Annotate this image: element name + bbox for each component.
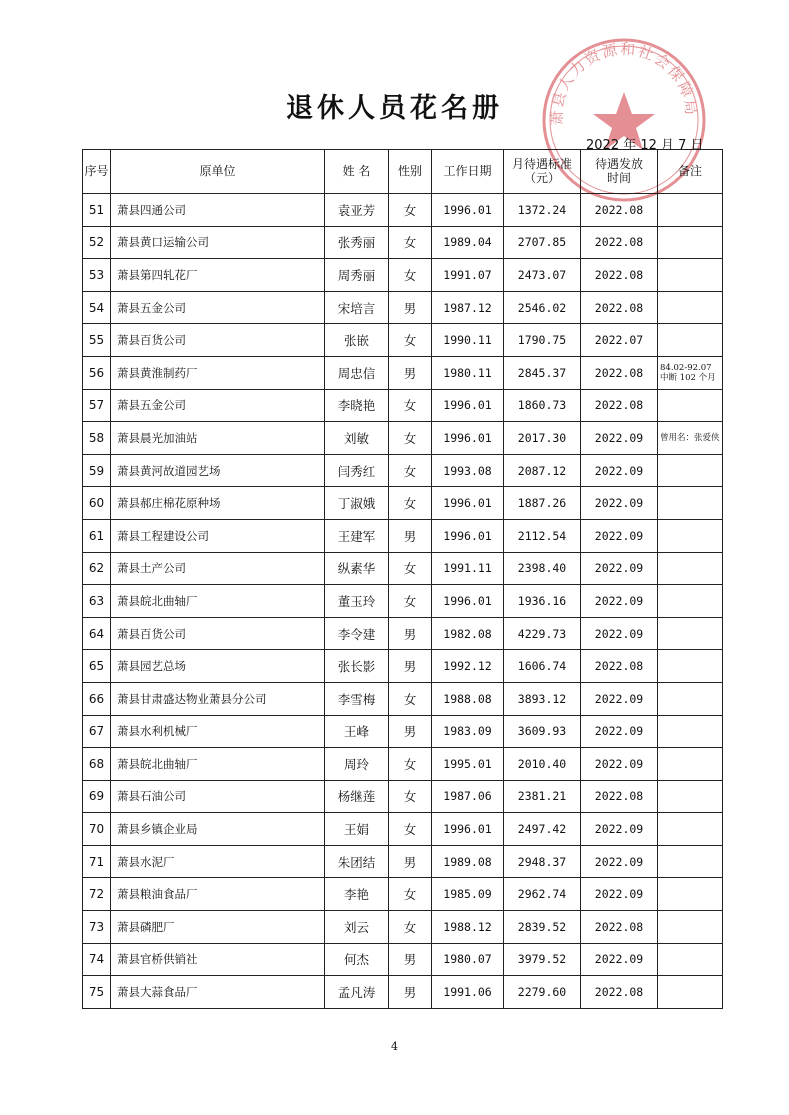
cell-pension: 3609.93 — [504, 715, 581, 748]
cell-pension: 2010.40 — [504, 748, 581, 781]
cell-gender: 男 — [389, 650, 432, 683]
cell-note — [658, 389, 723, 422]
cell-work-date: 1996.01 — [432, 422, 504, 455]
cell-no: 58 — [83, 422, 111, 455]
table-row — [83, 487, 723, 520]
svg-text:萧县人力资源和社会保障局: 萧县人力资源和社会保障局 — [547, 39, 701, 126]
cell-pension: 2948.37 — [504, 845, 581, 878]
cell-name: 周秀丽 — [325, 259, 389, 292]
cell-unit: 萧县黄淮制药厂 — [111, 356, 325, 389]
cell-unit: 萧县土产公司 — [111, 552, 325, 585]
cell-gender: 女 — [389, 878, 432, 911]
cell-note — [658, 845, 723, 878]
cell-gender: 女 — [389, 422, 432, 455]
header-no: 序号 — [83, 150, 111, 194]
cell-pension: 2279.60 — [504, 976, 581, 1009]
cell-unit: 萧县皖北曲轴厂 — [111, 585, 325, 618]
cell-name: 李晓艳 — [325, 389, 389, 422]
cell-name: 丁淑娥 — [325, 487, 389, 520]
cell-pay-time: 2022.09 — [581, 585, 658, 618]
cell-work-date: 1996.01 — [432, 585, 504, 618]
cell-note — [658, 813, 723, 846]
cell-pay-time: 2022.08 — [581, 356, 658, 389]
cell-pay-time: 2022.09 — [581, 552, 658, 585]
cell-no: 68 — [83, 748, 111, 781]
header-gender: 性别 — [389, 150, 432, 194]
cell-pension: 1887.26 — [504, 487, 581, 520]
cell-gender: 女 — [389, 389, 432, 422]
cell-pension: 3979.52 — [504, 943, 581, 976]
cell-no: 74 — [83, 943, 111, 976]
cell-pay-time: 2022.09 — [581, 454, 658, 487]
cell-unit: 萧县晨光加油站 — [111, 422, 325, 455]
cell-no: 60 — [83, 487, 111, 520]
cell-work-date: 1996.01 — [432, 194, 504, 227]
cell-gender: 女 — [389, 682, 432, 715]
cell-pension: 1860.73 — [504, 389, 581, 422]
cell-unit: 萧县工程建设公司 — [111, 519, 325, 552]
cell-name: 张长影 — [325, 650, 389, 683]
cell-name: 孟凡涛 — [325, 976, 389, 1009]
cell-gender: 男 — [389, 943, 432, 976]
cell-pension: 2473.07 — [504, 259, 581, 292]
cell-pension: 3893.12 — [504, 682, 581, 715]
cell-pay-time: 2022.08 — [581, 291, 658, 324]
page-number: 4 — [391, 1040, 398, 1053]
cell-pay-time: 2022.08 — [581, 259, 658, 292]
cell-work-date: 1996.01 — [432, 813, 504, 846]
cell-pension: 2398.40 — [504, 552, 581, 585]
cell-gender: 男 — [389, 845, 432, 878]
cell-note — [658, 519, 723, 552]
cell-no: 65 — [83, 650, 111, 683]
cell-work-date: 1982.08 — [432, 617, 504, 650]
cell-gender: 女 — [389, 226, 432, 259]
cell-no: 67 — [83, 715, 111, 748]
cell-no: 69 — [83, 780, 111, 813]
cell-pay-time: 2022.07 — [581, 324, 658, 357]
table-row — [83, 291, 723, 324]
table-row — [83, 813, 723, 846]
cell-no: 62 — [83, 552, 111, 585]
cell-note — [658, 780, 723, 813]
cell-no: 54 — [83, 291, 111, 324]
cell-no: 61 — [83, 519, 111, 552]
cell-name: 王峰 — [325, 715, 389, 748]
cell-gender: 女 — [389, 585, 432, 618]
cell-no: 64 — [83, 617, 111, 650]
cell-no: 56 — [83, 356, 111, 389]
cell-name: 张秀丽 — [325, 226, 389, 259]
table-row — [83, 324, 723, 357]
cell-work-date: 1983.09 — [432, 715, 504, 748]
cell-pay-time: 2022.09 — [581, 682, 658, 715]
cell-name: 杨继莲 — [325, 780, 389, 813]
cell-unit: 萧县皖北曲轴厂 — [111, 748, 325, 781]
cell-gender: 女 — [389, 487, 432, 520]
cell-name: 李雪梅 — [325, 682, 389, 715]
cell-name: 李艳 — [325, 878, 389, 911]
header-unit: 原单位 — [111, 150, 325, 194]
cell-note: 曾用名：张爱侠 — [658, 422, 723, 455]
cell-pay-time: 2022.08 — [581, 194, 658, 227]
cell-gender: 男 — [389, 715, 432, 748]
cell-pension: 2707.85 — [504, 226, 581, 259]
cell-unit: 萧县百货公司 — [111, 324, 325, 357]
cell-pay-time: 2022.09 — [581, 519, 658, 552]
cell-gender: 男 — [389, 519, 432, 552]
cell-note — [658, 552, 723, 585]
cell-no: 55 — [83, 324, 111, 357]
cell-note — [658, 943, 723, 976]
table-row — [83, 943, 723, 976]
cell-pension: 1936.16 — [504, 585, 581, 618]
header-row — [83, 150, 723, 194]
cell-unit: 萧县百货公司 — [111, 617, 325, 650]
cell-work-date: 1991.06 — [432, 976, 504, 1009]
cell-work-date: 1987.06 — [432, 780, 504, 813]
cell-note — [658, 976, 723, 1009]
cell-pay-time: 2022.09 — [581, 715, 658, 748]
table-row — [83, 552, 723, 585]
cell-work-date: 1987.12 — [432, 291, 504, 324]
cell-work-date: 1993.08 — [432, 454, 504, 487]
table-row — [83, 226, 723, 259]
cell-work-date: 1989.04 — [432, 226, 504, 259]
cell-gender: 女 — [389, 259, 432, 292]
cell-pension: 1606.74 — [504, 650, 581, 683]
table-row — [83, 617, 723, 650]
cell-unit: 萧县大蒜食品厂 — [111, 976, 325, 1009]
cell-unit: 萧县郝庄棉花原种场 — [111, 487, 325, 520]
cell-unit: 萧县园艺总场 — [111, 650, 325, 683]
cell-note — [658, 324, 723, 357]
cell-pension: 2087.12 — [504, 454, 581, 487]
cell-note — [658, 715, 723, 748]
cell-note: 84.02-92.07 中断 102 个月 — [658, 356, 723, 389]
cell-name: 何杰 — [325, 943, 389, 976]
retiree-roster-table — [82, 149, 723, 1009]
cell-gender: 女 — [389, 552, 432, 585]
table-row — [83, 878, 723, 911]
header-name: 姓 名 — [325, 150, 389, 194]
cell-note — [658, 650, 723, 683]
cell-gender: 男 — [389, 617, 432, 650]
table-row — [83, 911, 723, 944]
cell-work-date: 1985.09 — [432, 878, 504, 911]
cell-work-date: 1992.12 — [432, 650, 504, 683]
cell-work-date: 1988.08 — [432, 682, 504, 715]
cell-pay-time: 2022.09 — [581, 422, 658, 455]
cell-no: 59 — [83, 454, 111, 487]
cell-unit: 萧县磷肥厂 — [111, 911, 325, 944]
cell-unit: 萧县五金公司 — [111, 389, 325, 422]
cell-work-date: 1990.11 — [432, 324, 504, 357]
cell-no: 70 — [83, 813, 111, 846]
cell-gender: 男 — [389, 291, 432, 324]
cell-work-date: 1991.11 — [432, 552, 504, 585]
cell-pay-time: 2022.08 — [581, 780, 658, 813]
cell-gender: 男 — [389, 356, 432, 389]
cell-no: 57 — [83, 389, 111, 422]
cell-pay-time: 2022.08 — [581, 650, 658, 683]
cell-work-date: 1988.12 — [432, 911, 504, 944]
cell-unit: 萧县水利机械厂 — [111, 715, 325, 748]
cell-pay-time: 2022.09 — [581, 487, 658, 520]
cell-pay-time: 2022.08 — [581, 911, 658, 944]
page-title: 退休人员花名册 — [286, 93, 503, 124]
cell-unit: 萧县甘肃盛达物业萧县分公司 — [111, 682, 325, 715]
table-row — [83, 454, 723, 487]
cell-note — [658, 748, 723, 781]
table-row — [83, 715, 723, 748]
cell-pension: 2017.30 — [504, 422, 581, 455]
cell-name: 宋培言 — [325, 291, 389, 324]
cell-pension: 2839.52 — [504, 911, 581, 944]
cell-no: 53 — [83, 259, 111, 292]
cell-work-date: 1980.07 — [432, 943, 504, 976]
table-row — [83, 976, 723, 1009]
cell-unit: 萧县五金公司 — [111, 291, 325, 324]
cell-unit: 萧县石油公司 — [111, 780, 325, 813]
cell-no: 75 — [83, 976, 111, 1009]
cell-no: 73 — [83, 911, 111, 944]
cell-pension: 2845.37 — [504, 356, 581, 389]
cell-pay-time: 2022.09 — [581, 943, 658, 976]
cell-name: 周玲 — [325, 748, 389, 781]
cell-gender: 女 — [389, 194, 432, 227]
cell-note — [658, 911, 723, 944]
cell-name: 王建军 — [325, 519, 389, 552]
cell-note — [658, 259, 723, 292]
table-row — [83, 748, 723, 781]
cell-name: 闫秀红 — [325, 454, 389, 487]
cell-pay-time: 2022.09 — [581, 617, 658, 650]
cell-name: 袁亚芳 — [325, 194, 389, 227]
cell-name: 纵素华 — [325, 552, 389, 585]
cell-pension: 1790.75 — [504, 324, 581, 357]
cell-name: 王娟 — [325, 813, 389, 846]
cell-pay-time: 2022.09 — [581, 748, 658, 781]
cell-gender: 男 — [389, 976, 432, 1009]
document-date: 2022 年 12 月 7 日 — [586, 138, 704, 153]
cell-unit: 萧县第四轧花厂 — [111, 259, 325, 292]
cell-note — [658, 878, 723, 911]
cell-pension: 2112.54 — [504, 519, 581, 552]
header-work-date: 工作日期 — [432, 150, 504, 194]
table-row — [83, 845, 723, 878]
cell-pension: 2546.02 — [504, 291, 581, 324]
cell-no: 51 — [83, 194, 111, 227]
cell-gender: 女 — [389, 911, 432, 944]
cell-name: 朱团结 — [325, 845, 389, 878]
cell-note — [658, 291, 723, 324]
table-row — [83, 389, 723, 422]
table-row — [83, 650, 723, 683]
cell-gender: 女 — [389, 813, 432, 846]
cell-gender: 女 — [389, 324, 432, 357]
cell-pay-time: 2022.09 — [581, 845, 658, 878]
cell-name: 李令建 — [325, 617, 389, 650]
cell-note — [658, 487, 723, 520]
cell-pension: 2497.42 — [504, 813, 581, 846]
cell-name: 张嵌 — [325, 324, 389, 357]
cell-pay-time: 2022.08 — [581, 389, 658, 422]
table-row — [83, 519, 723, 552]
cell-note — [658, 617, 723, 650]
cell-unit: 萧县黄河故道园艺场 — [111, 454, 325, 487]
cell-work-date: 1996.01 — [432, 389, 504, 422]
cell-unit: 萧县水泥厂 — [111, 845, 325, 878]
cell-unit: 萧县粮油食品厂 — [111, 878, 325, 911]
cell-unit: 萧县四通公司 — [111, 194, 325, 227]
cell-pay-time: 2022.08 — [581, 976, 658, 1009]
cell-unit: 萧县官桥供销社 — [111, 943, 325, 976]
cell-work-date: 1980.11 — [432, 356, 504, 389]
table-row — [83, 422, 723, 455]
cell-no: 63 — [83, 585, 111, 618]
cell-pay-time: 2022.08 — [581, 226, 658, 259]
cell-no: 71 — [83, 845, 111, 878]
cell-unit: 萧县黄口运输公司 — [111, 226, 325, 259]
cell-work-date: 1989.08 — [432, 845, 504, 878]
header-note: 备注 — [658, 150, 723, 194]
cell-gender: 女 — [389, 780, 432, 813]
cell-name: 刘敏 — [325, 422, 389, 455]
table-row — [83, 356, 723, 389]
cell-note — [658, 194, 723, 227]
cell-work-date: 1991.07 — [432, 259, 504, 292]
cell-work-date: 1996.01 — [432, 519, 504, 552]
cell-pay-time: 2022.09 — [581, 813, 658, 846]
cell-name: 董玉玲 — [325, 585, 389, 618]
cell-no: 52 — [83, 226, 111, 259]
cell-work-date: 1996.01 — [432, 487, 504, 520]
cell-name: 周忠信 — [325, 356, 389, 389]
cell-name: 刘云 — [325, 911, 389, 944]
cell-gender: 女 — [389, 454, 432, 487]
cell-pension: 1372.24 — [504, 194, 581, 227]
header-pension: 月待遇标准（元） — [504, 150, 581, 194]
cell-pay-time: 2022.09 — [581, 878, 658, 911]
cell-note — [658, 682, 723, 715]
cell-pension: 4229.73 — [504, 617, 581, 650]
cell-note — [658, 585, 723, 618]
table-row — [83, 780, 723, 813]
cell-unit: 萧县乡镇企业局 — [111, 813, 325, 846]
table-row — [83, 194, 723, 227]
cell-no: 72 — [83, 878, 111, 911]
cell-pension: 2381.21 — [504, 780, 581, 813]
cell-work-date: 1995.01 — [432, 748, 504, 781]
cell-no: 66 — [83, 682, 111, 715]
header-pay-time: 待遇发放时间 — [581, 150, 658, 194]
cell-pension: 2962.74 — [504, 878, 581, 911]
table-row — [83, 585, 723, 618]
cell-note — [658, 226, 723, 259]
cell-gender: 女 — [389, 748, 432, 781]
cell-note — [658, 454, 723, 487]
table-row — [83, 259, 723, 292]
table-row — [83, 682, 723, 715]
